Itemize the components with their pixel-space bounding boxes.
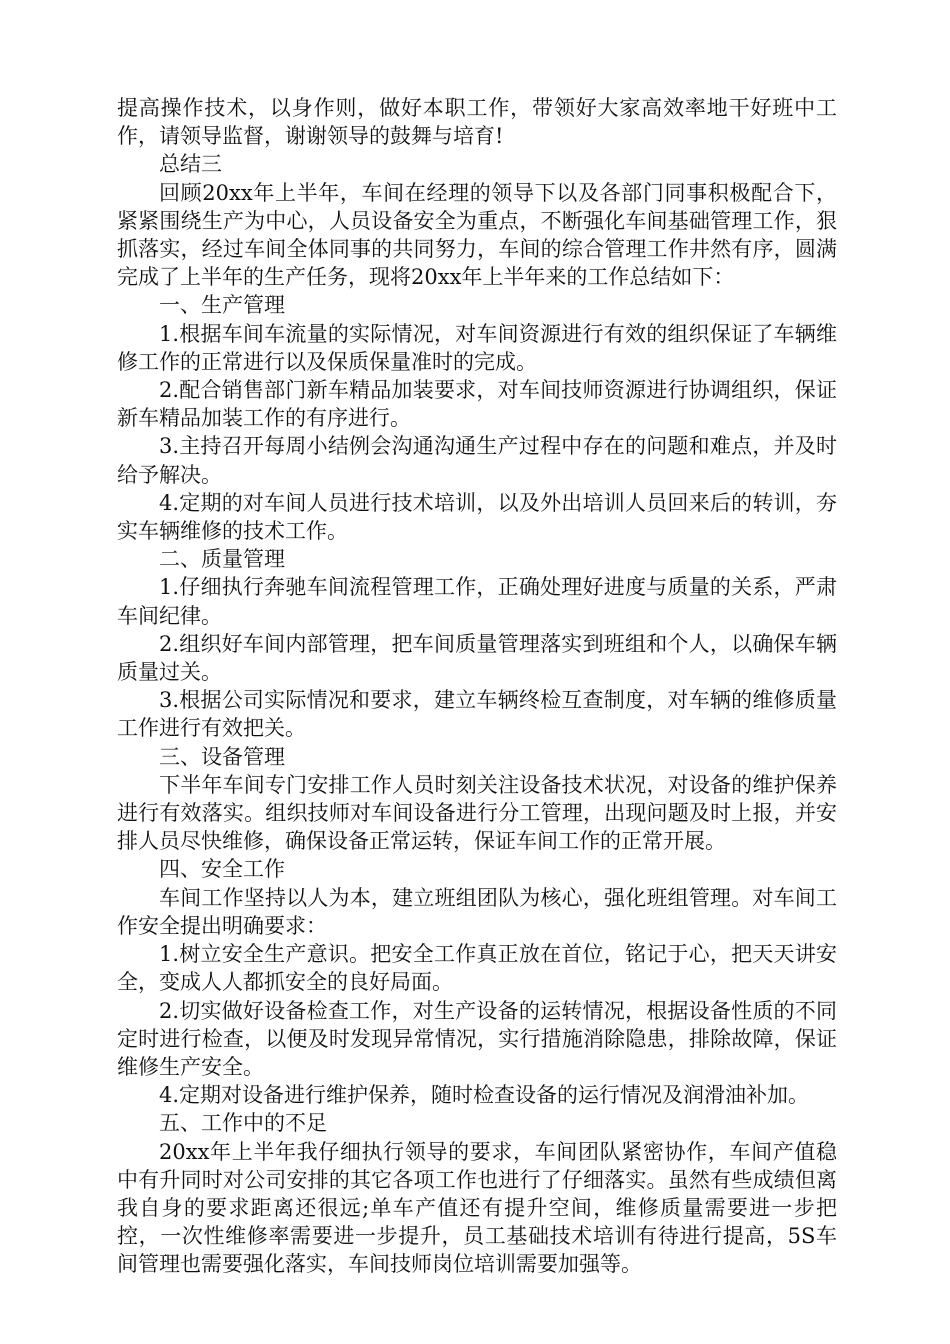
- list-item: 2.切实做好设备检查工作，对生产设备的运转情况，根据设备性质的不同定时进行检查，以便及时发现异常情况，实行措施消除隐患，排除故障，保证维修生产安全。: [117, 998, 837, 1079]
- list-item: 2.组织好车间内部管理，把车间质量管理落实到班组和个人，以确保车辆质量过关。: [117, 631, 837, 685]
- paragraph-continuation: 提高操作技术，以身作则，做好本职工作，带领好大家高效率地干好班中工作，请领导监督，谢谢领导的鼓舞与培育!: [117, 96, 837, 149]
- paragraph-equipment: 下半年车间专门安排工作人员时刻关注设备技术状况，对设备的维护保养进行有效落实。组织技师对车间设备进行分工管理，出现问题及时上报，并安排人员尽快维修，确保设备正常运转，保证车间工作的正常开展。: [117, 772, 837, 854]
- section-heading-safety: 四、安全工作: [159, 857, 285, 882]
- list-item: 1.根据车间车流量的实际情况，对车间资源进行有效的组织保证了车辆维修工作的正常进行以及保质保量准时的完成。: [117, 321, 837, 374]
- section-heading-production: 一、生产管理: [159, 293, 285, 318]
- section-heading-quality: 二、质量管理: [159, 547, 285, 572]
- section-heading-shortcomings: 五、工作中的不足: [159, 1111, 327, 1136]
- paragraph-intro: 回顾20xx年上半年，车间在经理的领导下以及各部门同事积极配合下，紧紧围绕生产为中心，人员设备安全为重点，不断强化车间基础管理工作，狠抓落实，经过车间全体同事的共同努力，车间的综合管理工作井然有序，圆满完成了上半年的生产任务，现将20xx年上半年来的工作总结如下：: [117, 180, 837, 290]
- list-item: 3.根据公司实际情况和要求，建立车辆终检互查制度，对车辆的维修质量工作进行有效把关。: [117, 688, 837, 741]
- section-heading-equipment: 三、设备管理: [159, 744, 285, 769]
- paragraph-shortcomings: 20xx年上半年我仔细执行领导的要求，车间团队紧密协作，车间产值稳中有升同时对公司安排的其它各项工作也进行了仔细落实。虽然有些成绩但离我自身的要求距离还很远;单车产值还有提升空间，维修质量需要进一步把控，一次性维修率需要进一步提升，员工基础技术培训有待进行提高，5S车间管理也需要强化落实，车间技师岗位培训需要加强等。: [117, 1139, 837, 1277]
- list-item: 1.树立安全生产意识。把安全工作真正放在首位，铭记于心，把天天讲安全，变成人人都抓安全的良好局面。: [117, 942, 837, 995]
- list-item: 1.仔细执行奔驰车间流程管理工作，正确处理好进度与质量的关系，严肃车间纪律。: [117, 575, 837, 628]
- list-item: 4.定期的对车间人员进行技术培训，以及外出培训人员回来后的转训，夯实车辆维修的技术工作。: [117, 490, 837, 544]
- list-item: 3.主持召开每周小结例会沟通沟通生产过程中存在的问题和难点，并及时给予解决。: [117, 434, 837, 487]
- summary-title: 总结三: [159, 152, 222, 177]
- list-item: 4.定期对设备进行维护保养，随时检查设备的运行情况及润滑油补加。: [159, 1083, 810, 1108]
- paragraph-safety: 车间工作坚持以人为本，建立班组团队为核心，强化班组管理。对车间工作安全提出明确要求：: [117, 885, 837, 938]
- list-item: 2.配合销售部门新车精品加装要求，对车间技师资源进行协调组织，保证新车精品加装工作的有序进行。: [117, 378, 837, 431]
- document-body: [117, 94, 837, 1279]
